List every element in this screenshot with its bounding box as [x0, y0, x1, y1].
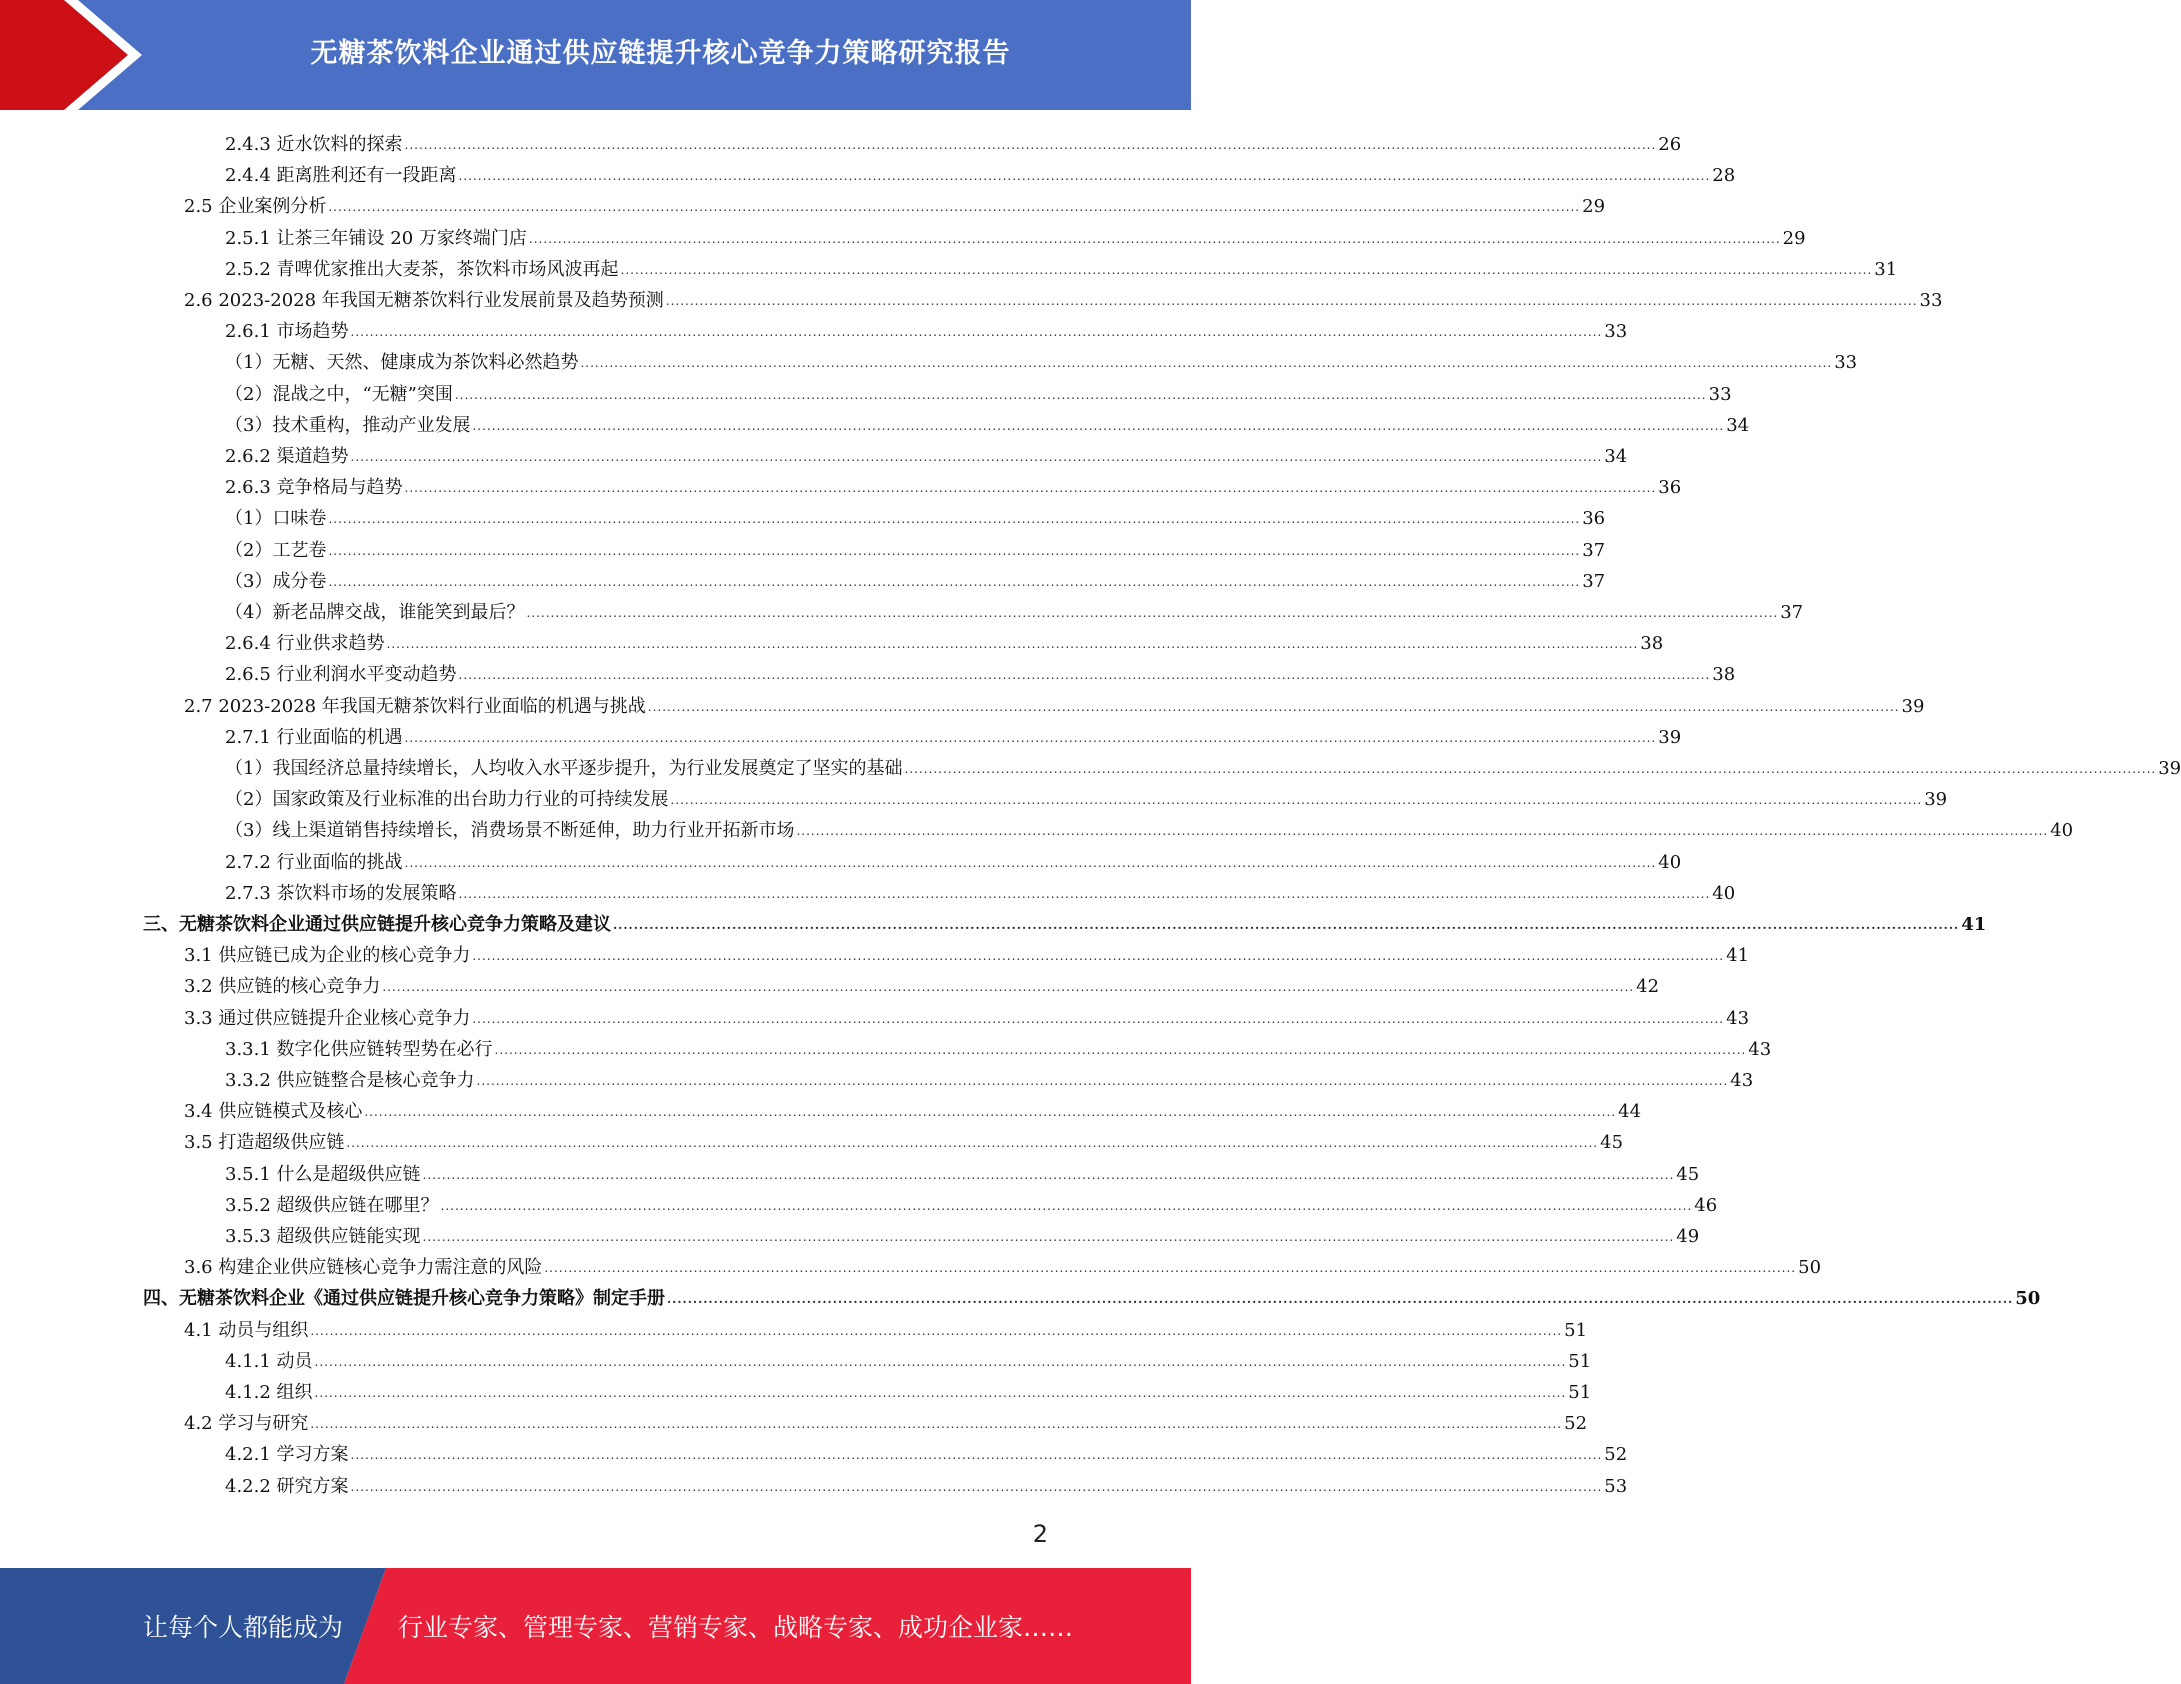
toc-entry[interactable]: [225, 1218, 1700, 1249]
toc-entry-page: 36: [1582, 508, 1606, 530]
toc-entry-label: （2）工艺卷: [225, 539, 327, 561]
toc-leader-dots: ....................................................................................................................................................................................................................................................................: [350, 1479, 1603, 1494]
toc-leader-dots: ....................................................................................................................................................................................................................................................................: [404, 855, 1657, 870]
toc-entry-page: 43: [1730, 1070, 1754, 1091]
toc-entry-page: 51: [1568, 1382, 1592, 1403]
toc-leader-dots: ....................................................................................................................................................................................................................................................................: [404, 481, 1657, 496]
document-title: 无糖茶饮料企业通过供应链提升核心竞争力策略研究报告: [310, 37, 1011, 69]
toc-entry-label: 2.6.3 竞争格局与趋势: [225, 477, 403, 499]
toc-entry[interactable]: [184, 188, 1606, 219]
toc-leader-dots: ....................................................................................................................................................................................................................................................................: [476, 1074, 1729, 1088]
toc-entry-page: 28: [1712, 165, 1736, 187]
toc-leader-dots: ....................................................................................................................................................................................................................................................................: [544, 1261, 1797, 1276]
toc-entry-label: 3.5.3 超级供应链能实现: [225, 1226, 421, 1247]
toc-entry[interactable]: [184, 1405, 1588, 1436]
toc-entry-label: 四、无糖茶饮料企业《通过供应链提升核心竞争力策略》制定手册: [143, 1288, 665, 1310]
toc-entry[interactable]: [225, 469, 1682, 500]
toc-entry-page: 46: [1694, 1194, 1718, 1216]
toc-entry[interactable]: [225, 1156, 1700, 1187]
toc-entry-label: 2.4.4 距离胜利还有一段距离: [225, 165, 457, 187]
toc-entry-page: 45: [1600, 1132, 1624, 1154]
toc-entry-page: 37: [1582, 539, 1606, 561]
toc-entry-page: 29: [1782, 227, 1806, 249]
toc-leader-dots: ....................................................................................................................................................................................................................................................................: [346, 1136, 1599, 1151]
toc-entry-label: （3）技术重构，推动产业发展: [225, 414, 471, 436]
toc-leader-dots: ....................................................................................................................................................................................................................................................................: [647, 699, 1900, 714]
toc-entry-page: 29: [1582, 196, 1606, 218]
toc-entry-page: 44: [1618, 1101, 1642, 1123]
toc-entry[interactable]: [225, 344, 1858, 375]
toc-entry-page: 43: [1748, 1038, 1772, 1060]
toc-entry[interactable]: [184, 282, 1943, 313]
toc-leader-dots: ....................................................................................................................................................................................................................................................................: [670, 793, 1923, 808]
toc-entry[interactable]: [225, 376, 1732, 407]
toc-entry-label: 4.1 动员与组织: [184, 1319, 309, 1341]
toc-entry[interactable]: [225, 1187, 1718, 1218]
toc-entry[interactable]: [225, 532, 1606, 563]
toc-entry-page: 33: [1708, 383, 1732, 405]
toc-entry-page: 51: [1568, 1350, 1592, 1372]
toc-entry-label: 2.5.1 让茶三年铺设 20 万家终端门店: [225, 227, 527, 249]
toc-entry-label: 3.5.2 超级供应链在哪里？: [225, 1194, 439, 1216]
toc-entry[interactable]: [225, 220, 1806, 251]
toc-leader-dots: ....................................................................................................................................................................................................................................................................: [310, 1417, 1563, 1432]
toc-entry-label: （3）成分卷: [225, 570, 327, 592]
toc-entry[interactable]: [184, 1312, 1588, 1343]
toc-leader-dots: ....................................................................................................................................................................................................................................................................: [328, 543, 1581, 558]
toc-entry-page: 42: [1636, 976, 1660, 998]
toc-leader-dots: ....................................................................................................................................................................................................................................................................: [310, 1323, 1563, 1338]
toc-entry[interactable]: [184, 1124, 1624, 1155]
toc-entry-label: 2.7.2 行业面临的挑战: [225, 851, 403, 873]
chevron-arrow-icon: [0, 0, 160, 110]
toc-entry-label: 3.5.1 什么是超级供应链: [225, 1163, 421, 1185]
toc-entry-label: 3.6 构建企业供应链核心竞争力需注意的风险: [184, 1257, 543, 1279]
toc-entry-page: 40: [2050, 820, 2074, 842]
toc-leader-dots: ....................................................................................................................................................................................................................................................................: [350, 450, 1603, 464]
toc-entry[interactable]: [225, 594, 1804, 625]
toc-entry[interactable]: [225, 844, 1682, 875]
toc-entry-label: （1）我国经济总量持续增长，人均收入水平逐步提升，为行业发展奠定了坚实的基础: [225, 758, 903, 779]
toc-leader-dots: ....................................................................................................................................................................................................................................................................: [454, 387, 1707, 402]
toc-entry-page: 33: [1834, 352, 1858, 374]
toc-entry[interactable]: [225, 1031, 1772, 1062]
toc-entry-page: 52: [1604, 1444, 1628, 1466]
toc-entry-page: 53: [1604, 1475, 1628, 1497]
toc-entry[interactable]: [225, 438, 1628, 469]
toc-entry-page: 50: [2015, 1288, 2041, 1310]
toc-entry-page: 37: [1780, 602, 1804, 623]
toc-entry-label: 3.5 打造超级供应链: [184, 1132, 345, 1154]
footer-slogan-left: 让每个人都能成为: [143, 1613, 344, 1642]
toc-entry-label: 2.6.4 行业供求趋势: [225, 633, 385, 655]
toc-entry[interactable]: [225, 812, 2074, 843]
toc-leader-dots: ....................................................................................................................................................................................................................................................................: [796, 824, 2049, 839]
toc-entry-label: 2.6.2 渠道趋势: [225, 446, 349, 467]
toc-entry-page: 45: [1676, 1163, 1700, 1185]
toc-leader-dots: ....................................................................................................................................................................................................................................................................: [440, 1198, 1693, 1213]
toc-entry-page: 41: [1961, 914, 1987, 935]
toc-leader-dots: ....................................................................................................................................................................................................................................................................: [528, 231, 1781, 246]
toc-entry[interactable]: [184, 688, 1925, 719]
toc-entry-label: 3.4 供应链模式及核心: [184, 1101, 363, 1123]
toc-entry[interactable]: [225, 1468, 1628, 1499]
toc-leader-dots: ....................................................................................................................................................................................................................................................................: [314, 1386, 1567, 1400]
toc-entry[interactable]: [225, 1374, 1592, 1405]
toc-entry-page: 51: [1564, 1319, 1588, 1341]
toc-entry[interactable]: [184, 1249, 1822, 1280]
toc-leader-dots: ....................................................................................................................................................................................................................................................................: [422, 1167, 1675, 1182]
toc-entry[interactable]: [143, 1280, 2041, 1311]
toc-leader-dots: ....................................................................................................................................................................................................................................................................: [458, 668, 1711, 683]
toc-entry-label: 2.6.5 行业利润水平变动趋势: [225, 664, 457, 686]
toc-entry-label: （2）混战之中，“无糖”突围: [225, 383, 453, 405]
toc-entry-page: 37: [1582, 570, 1606, 592]
toc-entry-label: 4.2.1 学习方案: [225, 1444, 349, 1466]
toc-entry[interactable]: [225, 656, 1736, 687]
footer-banner: [0, 1568, 1191, 1684]
toc-leader-dots: ....................................................................................................................................................................................................................................................................: [314, 1354, 1567, 1369]
toc-entry[interactable]: [143, 906, 1987, 937]
toc-entry-page: 40: [1658, 851, 1682, 873]
toc-entry[interactable]: [225, 781, 1948, 812]
toc-entry-label: 3.2 供应链的核心竞争力: [184, 976, 381, 998]
toc-entry-label: （1）口味卷: [225, 508, 327, 530]
toc-leader-dots: ....................................................................................................................................................................................................................................................................: [472, 949, 1725, 964]
toc-entry[interactable]: [225, 625, 1664, 656]
toc-entry[interactable]: [225, 1436, 1628, 1467]
toc-entry[interactable]: [184, 968, 1660, 999]
toc-entry-label: 4.2 学习与研究: [184, 1413, 309, 1435]
toc-entry[interactable]: [184, 937, 1750, 968]
toc-leader-dots: ....................................................................................................................................................................................................................................................................: [472, 1011, 1725, 1026]
header-banner: [0, 0, 1191, 110]
toc-entry-label: 4.2.2 研究方案: [225, 1475, 349, 1497]
toc-entry-label: 2.4.3 近水饮料的探索: [225, 134, 403, 155]
toc-entry[interactable]: [225, 251, 1898, 282]
toc-entry-label: （2）国家政策及行业标准的出台助力行业的可持续发展: [225, 789, 669, 811]
toc-leader-dots: ....................................................................................................................................................................................................................................................................: [404, 730, 1657, 745]
toc-entry[interactable]: [184, 1093, 1642, 1124]
toc-leader-dots: ....................................................................................................................................................................................................................................................................: [494, 1042, 1747, 1057]
toc-leader-dots: ....................................................................................................................................................................................................................................................................: [364, 1105, 1617, 1120]
toc-leader-dots: ....................................................................................................................................................................................................................................................................: [526, 606, 1779, 620]
toc-entry[interactable]: [225, 1062, 1754, 1093]
toc-leader-dots: ....................................................................................................................................................................................................................................................................: [404, 138, 1657, 152]
toc-leader-dots: ....................................................................................................................................................................................................................................................................: [472, 418, 1725, 433]
toc-entry-page: 39: [1658, 726, 1682, 748]
footer-slogan-right: 行业专家、管理专家、营销专家、战略专家、成功企业家……: [398, 1613, 1074, 1642]
toc-entry-page: 33: [1604, 321, 1628, 343]
toc-entry[interactable]: [184, 1000, 1750, 1031]
toc-entry-label: 2.7.3 茶饮料市场的发展策略: [225, 882, 457, 904]
toc-leader-dots: ....................................................................................................................................................................................................................................................................: [458, 886, 1711, 901]
toc-entry-label: 4.1.1 动员: [225, 1350, 313, 1372]
toc-leader-dots: ....................................................................................................................................................................................................................................................................: [382, 980, 1635, 995]
toc-entry-page: 41: [1726, 945, 1750, 967]
toc-leader-dots: ....................................................................................................................................................................................................................................................................: [667, 1292, 2014, 1307]
toc-entry-page: 40: [1712, 882, 1736, 904]
toc-entry-page: 39: [1924, 789, 1948, 811]
toc-entry-label: 2.5 企业案例分析: [184, 196, 327, 218]
toc-entry-page: 38: [1712, 664, 1736, 686]
toc-leader-dots: ....................................................................................................................................................................................................................................................................: [620, 262, 1873, 277]
toc-leader-dots: ....................................................................................................................................................................................................................................................................: [328, 574, 1581, 589]
toc-entry-page: 49: [1676, 1226, 1700, 1247]
toc-entry[interactable]: [225, 407, 1750, 438]
toc-entry-page: 39: [1901, 695, 1925, 717]
toc-leader-dots: ....................................................................................................................................................................................................................................................................: [386, 637, 1639, 652]
toc-leader-dots: ....................................................................................................................................................................................................................................................................: [665, 294, 1918, 308]
toc-entry-label: 3.3 通过供应链提升企业核心竞争力: [184, 1007, 471, 1029]
toc-entry-label: 3.1 供应链已成为企业的核心竞争力: [184, 945, 471, 967]
page-number: 2: [1032, 1520, 1048, 1548]
toc-entry[interactable]: [225, 157, 1736, 188]
toc-entry-label: 2.5.2 青啤优家推出大麦茶，茶饮料市场风波再起: [225, 258, 619, 280]
toc-entry-label: 3.3.1 数字化供应链转型势在必行: [225, 1038, 493, 1060]
toc-entry[interactable]: [225, 500, 1606, 531]
toc-entry[interactable]: [225, 875, 1736, 906]
toc-entry-page: 43: [1726, 1007, 1750, 1029]
toc-entry-page: 39: [2158, 758, 2181, 779]
toc-leader-dots: ....................................................................................................................................................................................................................................................................: [328, 512, 1581, 527]
toc-entry-page: 31: [1874, 258, 1898, 280]
toc-entry[interactable]: [225, 126, 1682, 157]
toc-entry-page: 26: [1658, 134, 1682, 155]
toc-entry-label: 2.7 2023-2028 年我国无糖茶饮料行业面临的机遇与挑战: [184, 695, 646, 717]
toc-entry-label: （1）无糖、天然、健康成为茶饮料必然趋势: [225, 352, 579, 374]
toc-entry[interactable]: [225, 1343, 1592, 1374]
toc-entry-label: 4.1.2 组织: [225, 1382, 313, 1403]
toc-entry-label: 2.7.1 行业面临的机遇: [225, 726, 403, 748]
toc-entry-label: （3）线上渠道销售持续增长，消费场景不断延伸，助力行业开拓新市场: [225, 820, 795, 842]
toc-entry-label: 3.3.2 供应链整合是核心竞争力: [225, 1070, 475, 1091]
toc-leader-dots: ....................................................................................................................................................................................................................................................................: [422, 1230, 1675, 1244]
toc-entry-label: 三、无糖茶饮料企业通过供应链提升核心竞争力策略及建议: [143, 914, 611, 935]
toc-entry-page: 50: [1798, 1257, 1822, 1279]
toc-leader-dots: ....................................................................................................................................................................................................................................................................: [613, 918, 1960, 932]
toc-entry[interactable]: [225, 719, 1682, 750]
toc-leader-dots: ....................................................................................................................................................................................................................................................................: [350, 325, 1603, 340]
toc-entry[interactable]: [225, 563, 1606, 594]
toc-leader-dots: ....................................................................................................................................................................................................................................................................: [350, 1448, 1603, 1463]
toc-leader-dots: ....................................................................................................................................................................................................................................................................: [458, 169, 1711, 184]
toc-entry-label: 2.6.1 市场趋势: [225, 321, 349, 343]
toc-leader-dots: ....................................................................................................................................................................................................................................................................: [328, 200, 1581, 215]
toc-leader-dots: ....................................................................................................................................................................................................................................................................: [580, 356, 1833, 371]
toc-entry-label: （4）新老品牌交战，谁能笑到最后？: [225, 602, 525, 623]
toc-entry-page: 34: [1604, 446, 1628, 467]
toc-entry-page: 36: [1658, 477, 1682, 499]
toc-entry-page: 38: [1640, 633, 1664, 655]
toc-entry-page: 33: [1919, 290, 1943, 311]
toc-entry-page: 52: [1564, 1413, 1588, 1435]
toc-entry[interactable]: [225, 313, 1628, 344]
toc-entry-label: 2.6 2023-2028 年我国无糖茶饮料行业发展前景及趋势预测: [184, 290, 664, 311]
toc-leader-dots: ....................................................................................................................................................................................................................................................................: [904, 762, 2157, 776]
toc-entry-page: 34: [1726, 414, 1750, 436]
toc-entry[interactable]: [225, 750, 2181, 781]
